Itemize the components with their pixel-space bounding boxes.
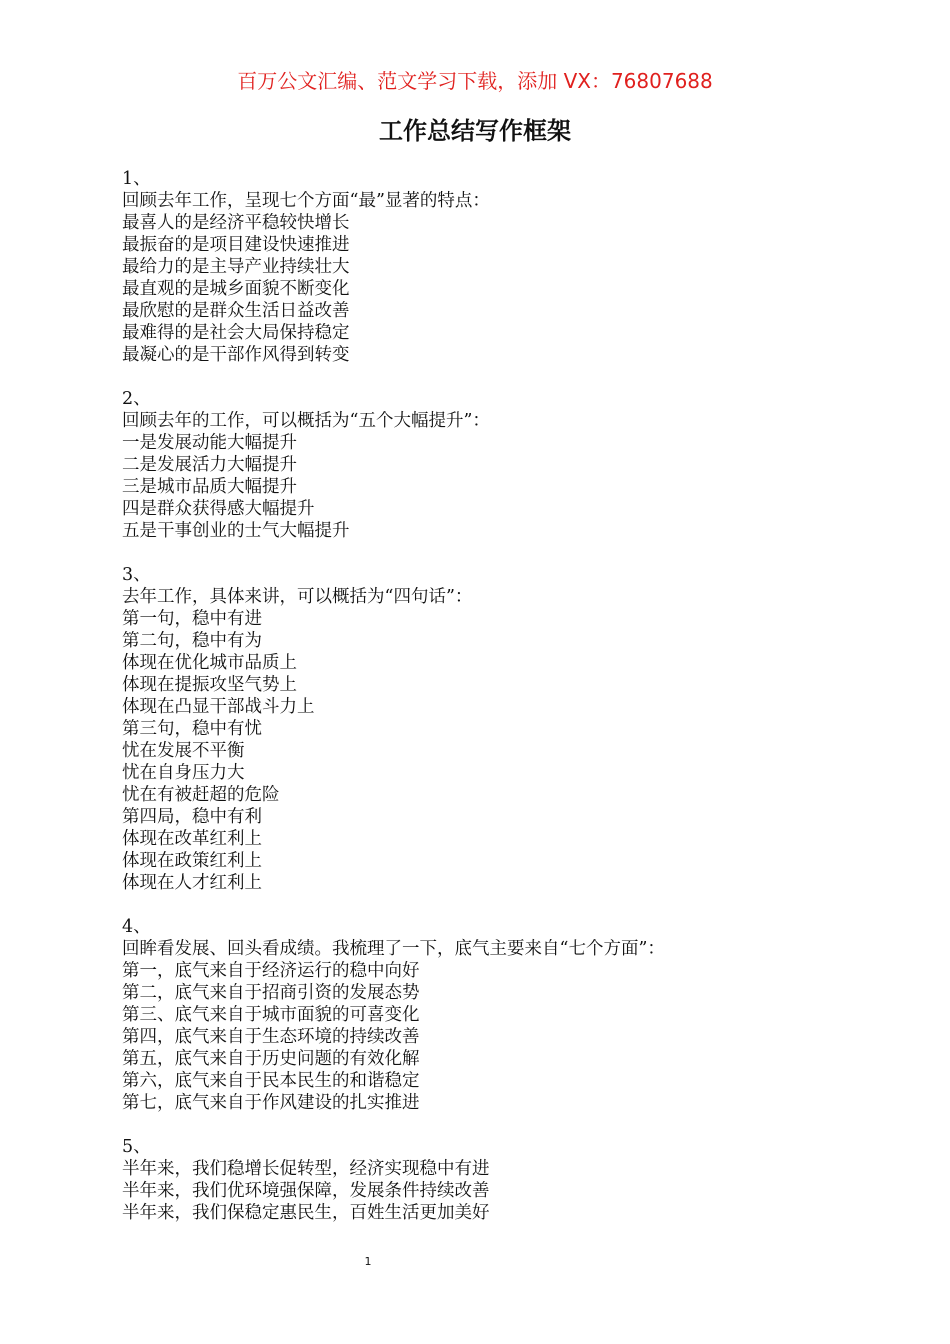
section-line: 体现在提振攻坚气势上	[122, 675, 297, 695]
section-line: 体现在改革红利上	[122, 829, 262, 849]
section-line: 第四，底气来自于生态环境的持续改善	[122, 1027, 420, 1047]
section-number: 3、	[122, 565, 151, 585]
section-line: 忧在自身压力大	[122, 763, 245, 783]
section-line: 体现在人才红利上	[122, 873, 262, 893]
section-line: 第六，底气来自于民本民生的和谐稳定	[122, 1071, 420, 1091]
section-line: 最直观的是城乡面貌不断变化	[122, 279, 350, 299]
section-line: 最振奋的是项目建设快速推进	[122, 235, 350, 255]
section-line: 回眸看发展、回头看成绩。我梳理了一下，底气主要来自“七个方面”：	[122, 939, 665, 959]
document-title: 工作总结写作框架	[379, 117, 571, 145]
section-2	[122, 388, 665, 542]
document-body	[122, 168, 665, 1246]
section-number: 4、	[122, 917, 151, 937]
section-line: 第四局，稳中有利	[122, 807, 262, 827]
section-line: 五是干事创业的士气大幅提升	[122, 521, 350, 541]
section-line: 二是发展活力大幅提升	[122, 455, 297, 475]
section-line: 体现在优化城市品质上	[122, 653, 297, 673]
section-line: 体现在凸显干部战斗力上	[122, 697, 315, 717]
section-line: 第三、底气来自于城市面貌的可喜变化	[122, 1005, 420, 1025]
section-line: 回顾去年工作，呈现七个方面“最”显著的特点：	[122, 191, 490, 211]
watermark-header: 百万公文汇编、范文学习下载，添加 VX：76807688	[237, 69, 713, 93]
section-number: 2、	[122, 389, 151, 409]
section-5	[122, 1136, 665, 1224]
section-line: 忧在有被赶超的危险	[122, 785, 280, 805]
section-line: 四是群众获得感大幅提升	[122, 499, 315, 519]
section-line: 第一句，稳中有进	[122, 609, 262, 629]
section-line: 半年来，我们稳增长促转型，经济实现稳中有进	[122, 1159, 490, 1179]
section-line: 第二，底气来自于招商引资的发展态势	[122, 983, 420, 1003]
section-line: 第七，底气来自于作风建设的扎实推进	[122, 1093, 420, 1113]
section-line: 半年来，我们优环境强保障，发展条件持续改善	[122, 1181, 490, 1201]
section-3	[122, 564, 665, 894]
section-line: 最难得的是社会大局保持稳定	[122, 323, 350, 343]
section-line: 第三句，稳中有忧	[122, 719, 262, 739]
section-line: 三是城市品质大幅提升	[122, 477, 297, 497]
page-number: 1	[364, 1255, 372, 1268]
section-number: 1、	[122, 169, 151, 189]
section-line: 最喜人的是经济平稳较快增长	[122, 213, 350, 233]
section-line: 回顾去年的工作，可以概括为“五个大幅提升”：	[122, 411, 490, 431]
section-line: 忧在发展不平衡	[122, 741, 245, 761]
section-line: 去年工作，具体来讲，可以概括为“四句话”：	[122, 587, 473, 607]
section-1	[122, 168, 665, 366]
section-number: 5、	[122, 1137, 151, 1157]
section-line: 半年来，我们保稳定惠民生，百姓生活更加美好	[122, 1203, 490, 1223]
section-4	[122, 916, 665, 1114]
section-line: 一是发展动能大幅提升	[122, 433, 297, 453]
section-line: 第五，底气来自于历史问题的有效化解	[122, 1049, 420, 1069]
section-line: 最给力的是主导产业持续壮大	[122, 257, 350, 277]
section-line: 体现在政策红利上	[122, 851, 262, 871]
section-line: 最欣慰的是群众生活日益改善	[122, 301, 350, 321]
section-line: 第一，底气来自于经济运行的稳中向好	[122, 961, 420, 981]
section-line: 第二句，稳中有为	[122, 631, 262, 651]
section-line: 最凝心的是干部作风得到转变	[122, 345, 350, 365]
